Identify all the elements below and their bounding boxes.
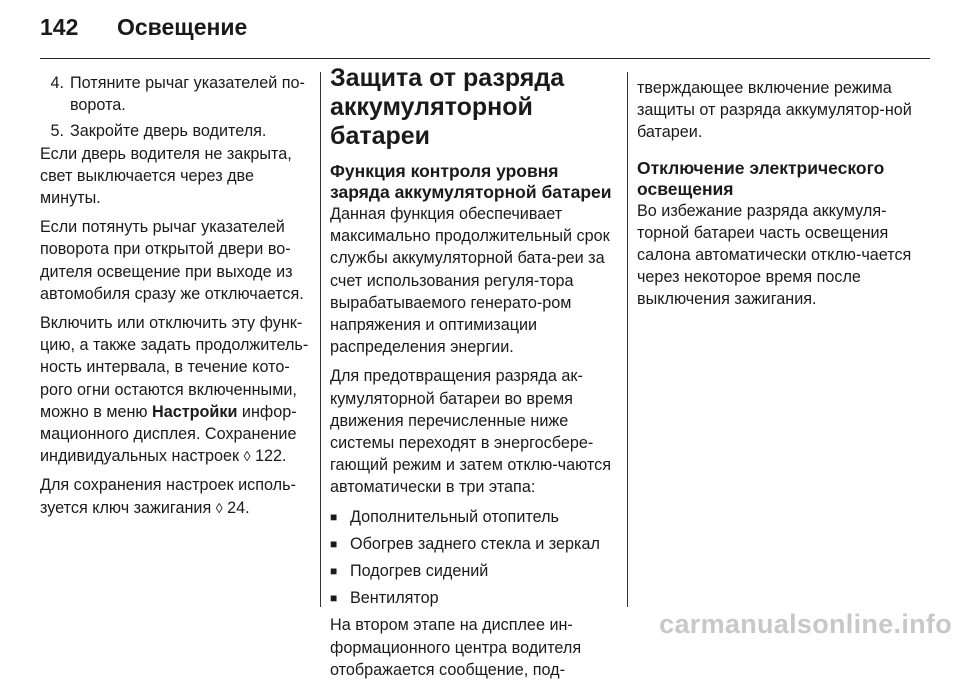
list-item — [330, 587, 615, 609]
step-text: Потяните рычаг указателей по-ворота. — [70, 74, 305, 115]
paragraph: Если дверь водителя не закрыта, свет выключается через две минуты. — [40, 144, 292, 208]
paragraph: Данная функция обеспечивает максимально продолжительный срок службы аккумуляторной бата-реи за счет использования регуля-тора вырабатываемого генерато-ром напряжения и оптимизации распределения энергии. — [330, 205, 610, 357]
bullet-text: Дополнительный отопитель — [350, 507, 559, 526]
list-item — [40, 72, 312, 116]
step-text: Закройте дверь водителя. — [70, 122, 267, 141]
section-heading: Защита от разряда аккумуляторной батареи — [330, 64, 565, 150]
square-bullet-icon: ■ — [330, 564, 338, 579]
square-bullet-icon: ■ — [330, 509, 338, 524]
subsection-heading: Отключение электрического освещения — [637, 157, 885, 199]
page-number: 142 — [40, 14, 79, 40]
square-bullet-icon: ■ — [330, 536, 338, 551]
paragraph — [40, 474, 312, 518]
page-header — [0, 0, 960, 52]
page-reference-icon: ◊ — [215, 499, 223, 516]
header-divider — [40, 58, 930, 59]
column-divider — [320, 72, 321, 607]
bullet-list — [330, 506, 615, 610]
list-item — [330, 506, 615, 528]
paragraph — [40, 312, 312, 467]
bullet-text: Обогрев заднего стекла и зеркал — [350, 534, 600, 553]
square-bullet-icon: ■ — [330, 591, 338, 606]
step-number: 5. — [50, 122, 64, 141]
bullet-text: Вентилятор — [350, 589, 439, 608]
paragraph: Во избежание разряда аккумуля-торной батареи часть освещения салона автоматически отклю-чается через некоторое время после выключения зажигания. — [637, 201, 912, 309]
bullet-text: Подогрев сидений — [350, 562, 489, 581]
column-3 — [637, 77, 932, 318]
column-divider — [627, 72, 628, 607]
chapter-title: Освещение — [117, 14, 248, 40]
paragraph: тверждающее включение режима защиты от разряда аккумулятор-ной батареи. — [637, 79, 912, 142]
text: инфор-мационного дисплея. Сохранение индивидуальных настроек — [40, 402, 297, 466]
subsection-heading: Функция контроля уровня заряда аккумуляторной батареи — [330, 161, 612, 202]
text: Включить или отключить эту функ-цию, а также задать продолжитель-ность интервала, в течение кото-рого огни остаются включенными, можно в меню — [40, 314, 309, 421]
menu-name: Настройки — [152, 402, 238, 421]
column-1 — [40, 72, 312, 526]
list-item — [40, 120, 312, 142]
paragraph: Если потянуть рычаг указателей поворота при открытой двери во-дителя освещение при выходе из автомобиля сразу же отключается. — [40, 218, 304, 303]
step-number: 4. — [50, 74, 64, 92]
text: Для сохранения настроек исполь-зуется ключ зажигания — [40, 476, 296, 517]
list-item — [330, 533, 615, 555]
watermark: carmanualsonline.info — [659, 609, 952, 639]
page-reference[interactable]: 122. — [254, 447, 287, 466]
page-reference[interactable]: 24. — [227, 498, 250, 517]
paragraph: Для предотвращения разряда ак-кумуляторной батареи во время движения перечисленные ниже системы переходят в энергосбере-гающий режим и затем отклю-чаются автоматически в три этапа: — [330, 367, 611, 497]
list-item — [330, 560, 615, 582]
page-reference-icon: ◊ — [243, 448, 251, 465]
column-2 — [330, 64, 615, 688]
paragraph: На втором этапе на дисплее ин-формационного центра водителя отображается сообщение, под- — [330, 616, 582, 679]
